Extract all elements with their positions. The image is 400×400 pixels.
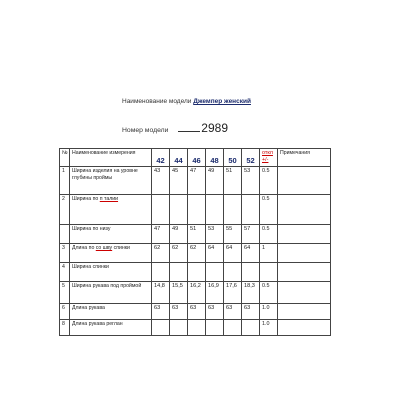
cell-value bbox=[206, 263, 224, 282]
cell-notes bbox=[278, 282, 331, 304]
cell-value bbox=[242, 195, 260, 225]
cell-value bbox=[152, 195, 170, 225]
cell-value: 62 bbox=[152, 244, 170, 263]
cell-value bbox=[224, 320, 242, 336]
model-number-value: 2989 bbox=[201, 121, 228, 135]
header-size: 50 bbox=[224, 149, 242, 167]
cell-value: 53 bbox=[206, 225, 224, 244]
row-no: 1 bbox=[60, 167, 70, 195]
cell-value: 53 bbox=[242, 167, 260, 195]
row-name: Длина рукава реглан bbox=[70, 320, 152, 336]
cell-value: 63 bbox=[152, 304, 170, 320]
cell-value bbox=[206, 195, 224, 225]
cell-notes bbox=[278, 304, 331, 320]
cell-value bbox=[224, 195, 242, 225]
header-size: 52 bbox=[242, 149, 260, 167]
row-no: 8 bbox=[60, 320, 70, 336]
row-name: Ширина изделия на уровне глубины проймы bbox=[70, 167, 152, 195]
cell-value: 45 bbox=[170, 167, 188, 195]
cell-value: 49 bbox=[170, 225, 188, 244]
table-header-row bbox=[60, 149, 331, 167]
cell-notes bbox=[278, 244, 331, 263]
cell-value: 16,2 bbox=[188, 282, 206, 304]
cell-notes bbox=[278, 320, 331, 336]
row-name-text: спинки bbox=[112, 245, 130, 251]
row-name: Длина рукава bbox=[70, 304, 152, 320]
cell-value: 63 bbox=[242, 304, 260, 320]
cell-tolerance: 1 bbox=[260, 244, 278, 263]
cell-value: 51 bbox=[224, 167, 242, 195]
row-name-text: Ширина по bbox=[72, 196, 100, 202]
cell-value: 64 bbox=[224, 244, 242, 263]
cell-value: 62 bbox=[170, 244, 188, 263]
header-size: 44 bbox=[170, 149, 188, 167]
cell-notes bbox=[278, 167, 331, 195]
cell-value bbox=[188, 195, 206, 225]
cell-value: 51 bbox=[188, 225, 206, 244]
cell-value bbox=[170, 195, 188, 225]
cell-tolerance: 1.0 bbox=[260, 304, 278, 320]
cell-value: 47 bbox=[188, 167, 206, 195]
cell-value: 17,6 bbox=[224, 282, 242, 304]
row-no bbox=[60, 225, 70, 244]
cell-value bbox=[242, 263, 260, 282]
row-name bbox=[70, 195, 152, 225]
cell-notes bbox=[278, 195, 331, 225]
cell-value: 64 bbox=[242, 244, 260, 263]
model-name-label: Наименование модели bbox=[122, 98, 192, 105]
cell-value: 18,3 bbox=[242, 282, 260, 304]
table-row bbox=[60, 225, 331, 244]
cell-value: 43 bbox=[152, 167, 170, 195]
row-name: Ширина по низу bbox=[70, 225, 152, 244]
row-name: Ширина рукава под проймой bbox=[70, 282, 152, 304]
cell-value: 14,8 bbox=[152, 282, 170, 304]
cell-value: 64 bbox=[206, 244, 224, 263]
cell-value: 55 bbox=[224, 225, 242, 244]
cell-tolerance: 0.5 bbox=[260, 225, 278, 244]
measurement-table bbox=[59, 148, 331, 336]
row-no: 3 bbox=[60, 244, 70, 263]
cell-tolerance: 0.5 bbox=[260, 282, 278, 304]
cell-value: 63 bbox=[224, 304, 242, 320]
table-row bbox=[60, 167, 331, 195]
cell-value bbox=[242, 320, 260, 336]
row-name: Ширина спинки bbox=[70, 263, 152, 282]
header-name: Наименование измерения bbox=[70, 149, 152, 167]
cell-value bbox=[170, 320, 188, 336]
table-row bbox=[60, 244, 331, 263]
cell-value bbox=[152, 320, 170, 336]
cell-value bbox=[224, 263, 242, 282]
model-name-value: Джемпер женский bbox=[193, 98, 251, 105]
model-name-line bbox=[122, 98, 251, 105]
header-notes: Примечания bbox=[278, 149, 331, 167]
header-tolerance: откл +/- bbox=[260, 149, 278, 167]
cell-notes bbox=[278, 263, 331, 282]
row-name bbox=[70, 244, 152, 263]
table-row bbox=[60, 195, 331, 225]
cell-value: 63 bbox=[206, 304, 224, 320]
header-no: № bbox=[60, 149, 70, 167]
model-number-line bbox=[122, 121, 228, 135]
cell-tolerance bbox=[260, 263, 278, 282]
table-row bbox=[60, 304, 331, 320]
header-size: 48 bbox=[206, 149, 224, 167]
cell-value bbox=[152, 263, 170, 282]
row-name-text: Длина по bbox=[72, 245, 96, 251]
table-row bbox=[60, 320, 331, 336]
cell-notes bbox=[278, 225, 331, 244]
cell-value bbox=[188, 320, 206, 336]
header-size: 46 bbox=[188, 149, 206, 167]
table-row bbox=[60, 282, 331, 304]
row-name-underlined: п талии bbox=[99, 196, 119, 202]
model-number-blank bbox=[178, 131, 200, 132]
cell-value: 62 bbox=[188, 244, 206, 263]
model-number-label: Номер модели bbox=[122, 127, 169, 134]
cell-value bbox=[188, 263, 206, 282]
row-name-underlined: со шву bbox=[95, 245, 113, 251]
cell-tolerance: 1.0 bbox=[260, 320, 278, 336]
row-no: 5 bbox=[60, 282, 70, 304]
cell-value: 57 bbox=[242, 225, 260, 244]
cell-value bbox=[170, 263, 188, 282]
cell-value: 63 bbox=[188, 304, 206, 320]
cell-tolerance: 0.5 bbox=[260, 167, 278, 195]
cell-value: 16,9 bbox=[206, 282, 224, 304]
cell-value bbox=[206, 320, 224, 336]
cell-value: 49 bbox=[206, 167, 224, 195]
row-no: 4 bbox=[60, 263, 70, 282]
table-row bbox=[60, 263, 331, 282]
cell-value: 47 bbox=[152, 225, 170, 244]
header-size: 42 bbox=[152, 149, 170, 167]
row-no: 6 bbox=[60, 304, 70, 320]
cell-value: 15,5 bbox=[170, 282, 188, 304]
row-no: 2 bbox=[60, 195, 70, 225]
cell-value: 63 bbox=[170, 304, 188, 320]
cell-tolerance: 0.5 bbox=[260, 195, 278, 225]
